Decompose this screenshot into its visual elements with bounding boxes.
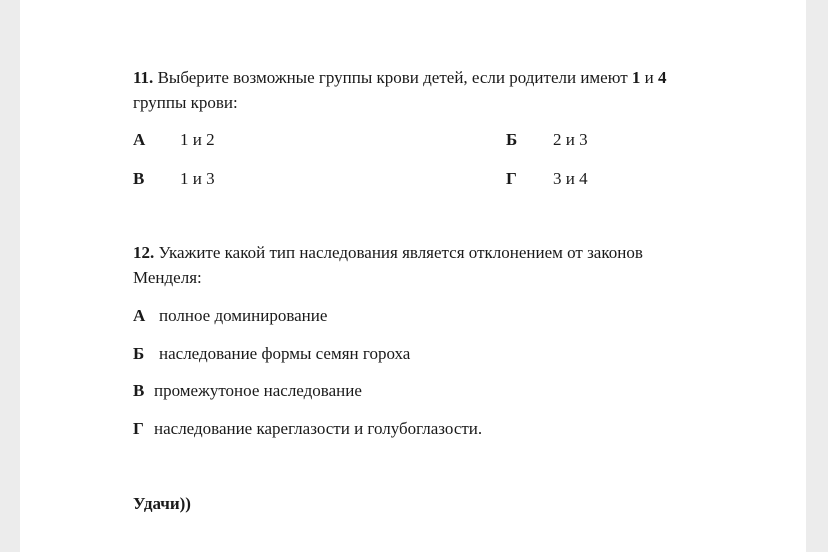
question-12-option-v-letter: В (133, 381, 145, 400)
closing-text: Удачи)) (133, 494, 191, 513)
question-11-group-1: 1 (631, 68, 641, 87)
question-11-text: Выберите возможные группы крови детей, если родители имеют (157, 68, 632, 87)
question-12-option-b-value: наследование формы семян гороха (159, 344, 411, 363)
question-11-option-b-value: 2 и 3 (553, 130, 588, 149)
question-12-number: 12. (133, 243, 155, 262)
question-12-option-a-letter: А (133, 306, 146, 325)
question-12-line-1 (133, 242, 643, 264)
question-11-option-a-value: 1 и 2 (180, 130, 215, 149)
question-12-option-g-letter: Г (133, 419, 144, 438)
question-11-line-1 (133, 67, 667, 89)
question-11-option-g-value: 3 и 4 (553, 169, 588, 188)
question-11-option-v-value: 1 и 3 (180, 169, 215, 188)
question-11-and: и (640, 68, 658, 87)
question-12-line-2: Менделя: (133, 268, 202, 287)
question-12-option-b-letter: Б (133, 344, 145, 363)
question-11-option-v-letter: В (133, 169, 145, 188)
question-12-text: Укажите какой тип наследования является отклонением от законов (158, 243, 643, 262)
question-11-option-b-letter: Б (506, 130, 518, 149)
question-12-option-v-value: промежутоное наследование (154, 381, 362, 400)
question-12-option-g-value: наследование кареглазости и голубоглазости. (154, 419, 483, 438)
question-11-line-2: группы крови: (133, 93, 238, 112)
question-11-option-a-letter: А (133, 130, 146, 149)
question-12-option-a-value: полное доминирование (159, 306, 328, 325)
document-page (20, 0, 806, 552)
question-11-option-g-letter: Г (506, 169, 517, 188)
question-11-group-4: 4 (658, 68, 667, 87)
question-11-number: 11. (133, 68, 154, 87)
